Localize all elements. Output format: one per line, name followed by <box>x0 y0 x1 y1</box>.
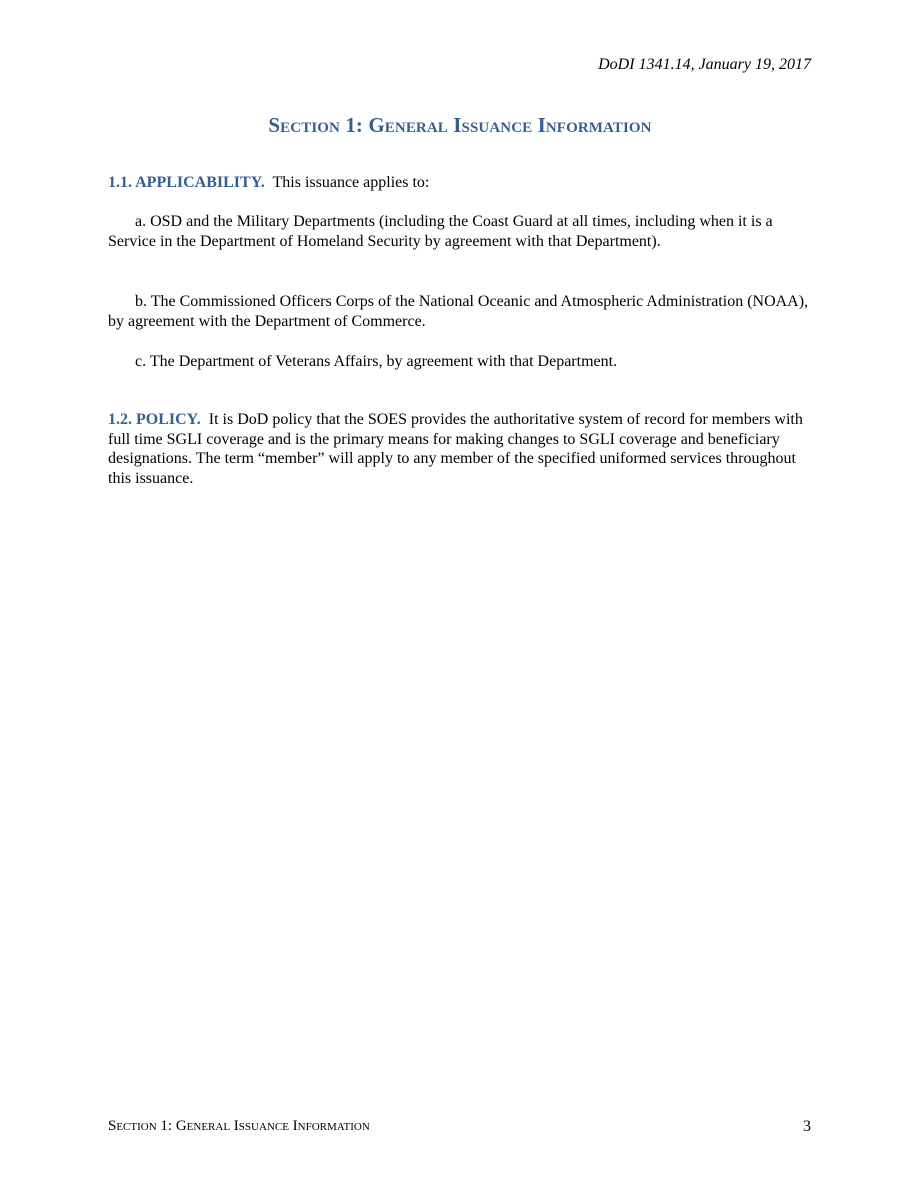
section-title: Section 1: General Issuance Information <box>268 113 652 137</box>
policy-heading: 1.2. POLICY. <box>108 411 201 428</box>
applicability-item-a: a. OSD and the Military Departments (including the Coast Guard at all times, including when it is a Service in the Department of Homeland Security by agreement with that Department). <box>108 213 773 250</box>
footer-section-label: Section 1: General Issuance Information <box>108 1118 370 1134</box>
applicability-intro: This issuance applies to: <box>272 174 430 191</box>
policy-paragraph <box>108 410 814 488</box>
applicability-heading: 1.1. APPLICABILITY. <box>108 174 265 191</box>
applicability-item-c: c. The Department of Veterans Affairs, by agreement with that Department. <box>135 353 618 370</box>
applicability-paragraph <box>108 173 814 193</box>
document-reference-header: DoDI 1341.14, January 19, 2017 <box>598 56 811 73</box>
footer-page-number: 3 <box>803 1118 811 1135</box>
policy-body: It is DoD policy that the SOES provides the authoritative system of record for members with full time SGLI coverage and is the primary means for making changes to SGLI coverage and beneficiary designations. The term “member” will apply to any member of the specified uniformed services throughout this issuance. <box>108 411 803 487</box>
applicability-item-b: b. The Commissioned Officers Corps of the National Oceanic and Atmospheric Administration (NOAA), by agreement with the Department of Commerce. <box>108 293 809 330</box>
